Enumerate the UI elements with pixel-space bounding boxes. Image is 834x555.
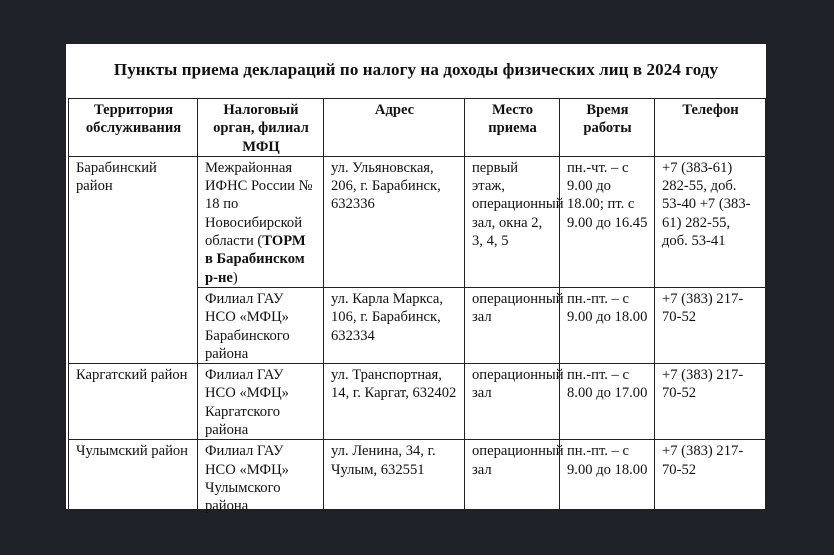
table-row (69, 440, 766, 516)
cell-phone: +7 (383-61) 282-55, доб. 53-40 +7 (383-61) 282-55, доб. 53-41 (655, 156, 766, 287)
header-hours: Время работы (560, 99, 655, 157)
cell-place: операционный зал (465, 287, 560, 363)
header-place: Место приема (465, 99, 560, 157)
cell-office (198, 156, 324, 287)
header-phone: Телефон (655, 99, 766, 157)
document-title: Пункты приема деклараций по налогу на доходы физических лиц в 2024 году (113, 60, 719, 79)
cell-office: Филиал ГАУ НСО «МФЦ» Каргатского района (198, 364, 324, 440)
cell-office: Филиал ГАУ НСО «МФЦ» Барабинского района (198, 287, 324, 363)
cell-territory: Каргатский район (69, 364, 198, 440)
cell-hours: пн.-пт. – с 9.00 до 18.00 (560, 440, 655, 516)
cell-address: ул. Ленина, 34, г. Чулым, 632551 (324, 440, 465, 516)
declaration-points-table (68, 98, 766, 517)
cell-territory: Барабинский район (69, 156, 198, 363)
table-row (69, 364, 766, 440)
table-header-row (69, 99, 766, 157)
cell-place: операционный зал (465, 364, 560, 440)
cell-phone: +7 (383) 217-70-52 (655, 364, 766, 440)
cell-address: ул. Транспортная, 14, г. Каргат, 632402 (324, 364, 465, 440)
cell-hours: пн.-пт. – с 9.00 до 18.00 (560, 287, 655, 363)
office-close-text: ) (232, 269, 238, 286)
cell-place: первый этаж, операционный зал, окна 2, 3, 4, 5 (465, 156, 560, 287)
document-page (66, 44, 766, 515)
cell-place: операционный зал (465, 440, 560, 516)
cell-phone: +7 (383) 217-70-52 (655, 440, 766, 516)
office-text: Межрайонная ИФНС России № 18 по Новосибирской области ( (205, 159, 313, 250)
header-territory: Территория обслуживания (69, 99, 198, 157)
cell-phone: +7 (383) 217-70-52 (655, 287, 766, 363)
header-address: Адрес (324, 99, 465, 157)
cell-hours: пн.-пт. – с 8.00 до 17.00 (560, 364, 655, 440)
office-bold-text: ТОРМ в Барабинском р-не (205, 233, 306, 286)
table-row (69, 156, 766, 287)
cell-office: Филиал ГАУ НСО «МФЦ» Чулымского района (198, 440, 324, 516)
cell-territory: Чулымский район (69, 440, 198, 516)
header-office: Налоговый орган, филиал МФЦ (198, 99, 324, 157)
cell-address: ул. Ульяновская, 206, г. Барабинск, 632336 (324, 156, 465, 287)
cell-hours: пн.-чт. – с 9.00 до 18.00; пт. с 9.00 до 16.45 (560, 156, 655, 287)
cell-address: ул. Карла Маркса, 106, г. Барабинск, 632334 (324, 287, 465, 363)
